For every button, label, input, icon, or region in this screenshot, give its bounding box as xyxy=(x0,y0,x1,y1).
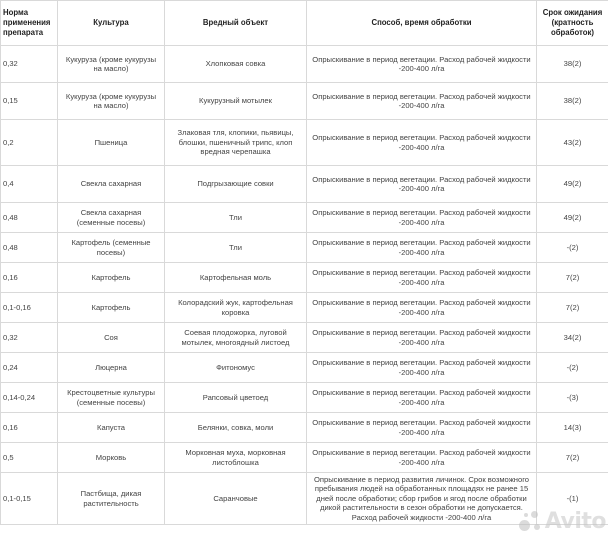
cell-waiting-period: 49(2) xyxy=(537,203,608,233)
table-row xyxy=(1,203,608,233)
cell-dose: 0,32 xyxy=(1,323,58,353)
cell-waiting-period: 7(2) xyxy=(537,443,608,473)
cell-crop: Кукуруза (кроме кукурузы на масло) xyxy=(58,83,165,120)
cell-method: Опрыскивание в период вегетации. Расход рабочей жидкости -200-400 л/га xyxy=(307,120,537,166)
cell-waiting-period: 7(2) xyxy=(537,293,608,323)
header-pest: Вредный объект xyxy=(165,1,307,46)
cell-method: Опрыскивание в период вегетации. Расход рабочей жидкости -200-400 л/га xyxy=(307,233,537,263)
header-crop: Культура xyxy=(58,1,165,46)
cell-pest: Белянки, совка, моли xyxy=(165,413,307,443)
cell-pest: Хлопковая совка xyxy=(165,46,307,83)
cell-method: Опрыскивание в период вегетации. Расход рабочей жидкости -200-400 л/га xyxy=(307,413,537,443)
cell-method: Опрыскивание в период вегетации. Расход рабочей жидкости -200-400 л/га xyxy=(307,353,537,383)
cell-dose: 0,14-0,24 xyxy=(1,383,58,413)
table-row xyxy=(1,353,608,383)
cell-pest: Подгрызающие совки xyxy=(165,166,307,203)
cell-method: Опрыскивание в период вегетации. Расход рабочей жидкости -200-400 л/га xyxy=(307,443,537,473)
cell-dose: 0,15 xyxy=(1,83,58,120)
header-dose: Норма применения препарата xyxy=(1,1,58,46)
table-row xyxy=(1,120,608,166)
cell-method: Опрыскивание в период вегетации. Расход рабочей жидкости -200-400 л/га xyxy=(307,323,537,353)
cell-dose: 0,16 xyxy=(1,413,58,443)
header-waiting-period: Срок ожидания (кратность обработок) xyxy=(537,1,608,46)
table-row xyxy=(1,233,608,263)
cell-dose: 0,48 xyxy=(1,233,58,263)
cell-waiting-period: 38(2) xyxy=(537,46,608,83)
cell-dose: 0,32 xyxy=(1,46,58,83)
table-row xyxy=(1,413,608,443)
cell-dose: 0,16 xyxy=(1,263,58,293)
cell-pest: Злаковая тля, клопики, пьявицы, блошки, пшеничный трипс, клоп вредная черепашка xyxy=(165,120,307,166)
cell-method: Опрыскивание в период вегетации. Расход рабочей жидкости -200-400 л/га xyxy=(307,166,537,203)
table-row xyxy=(1,323,608,353)
cell-dose: 0,1-0,16 xyxy=(1,293,58,323)
cell-crop: Картофель xyxy=(58,263,165,293)
cell-method: Опрыскивание в период вегетации. Расход рабочей жидкости -200-400 л/га xyxy=(307,383,537,413)
cell-waiting-period: 43(2) xyxy=(537,120,608,166)
cell-pest: Тли xyxy=(165,203,307,233)
cell-dose: 0,2 xyxy=(1,120,58,166)
cell-waiting-period: 34(2) xyxy=(537,323,608,353)
cell-crop: Соя xyxy=(58,323,165,353)
table-row xyxy=(1,293,608,323)
table-header-row xyxy=(1,1,608,46)
table-row xyxy=(1,46,608,83)
table-row xyxy=(1,83,608,120)
cell-crop: Крестоцветные культуры (семенные посевы) xyxy=(58,383,165,413)
cell-waiting-period: 14(3) xyxy=(537,413,608,443)
cell-waiting-period: -(2) xyxy=(537,233,608,263)
cell-crop: Морковь xyxy=(58,443,165,473)
cell-method: Опрыскивание в период вегетации. Расход рабочей жидкости -200-400 л/га xyxy=(307,293,537,323)
table-body xyxy=(1,46,608,525)
cell-dose: 0,48 xyxy=(1,203,58,233)
cell-pest: Саранчовые xyxy=(165,473,307,525)
cell-pest: Морковная муха, морковная листоблошка xyxy=(165,443,307,473)
cell-method: Опрыскивание в период вегетации. Расход рабочей жидкости -200-400 л/га xyxy=(307,83,537,120)
cell-pest: Фитономус xyxy=(165,353,307,383)
table-row xyxy=(1,443,608,473)
cell-pest: Колорадский жук, картофельная коровка xyxy=(165,293,307,323)
cell-dose: 0,5 xyxy=(1,443,58,473)
cell-pest: Кукурузный мотылек xyxy=(165,83,307,120)
cell-crop: Пшеница xyxy=(58,120,165,166)
cell-crop: Картофель (семенные посевы) xyxy=(58,233,165,263)
table-row xyxy=(1,166,608,203)
cell-crop: Свекла сахарная (семенные посевы) xyxy=(58,203,165,233)
cell-crop: Картофель xyxy=(58,293,165,323)
cell-dose: 0,1-0,15 xyxy=(1,473,58,525)
cell-waiting-period: -(1) xyxy=(537,473,608,525)
cell-crop: Пастбища, дикая растительность xyxy=(58,473,165,525)
cell-crop: Капуста xyxy=(58,413,165,443)
table-row xyxy=(1,263,608,293)
cell-waiting-period: 7(2) xyxy=(537,263,608,293)
cell-waiting-period: 49(2) xyxy=(537,166,608,203)
cell-crop: Кукуруза (кроме кукурузы на масло) xyxy=(58,46,165,83)
table-row xyxy=(1,473,608,525)
cell-crop: Свекла сахарная xyxy=(58,166,165,203)
table-row xyxy=(1,383,608,413)
cell-pest: Картофельная моль xyxy=(165,263,307,293)
cell-waiting-period: 38(2) xyxy=(537,83,608,120)
cell-method: Опрыскивание в период вегетации. Расход рабочей жидкости -200-400 л/га xyxy=(307,203,537,233)
cell-method: Опрыскивание в период вегетации. Расход рабочей жидкости -200-400 л/га xyxy=(307,263,537,293)
cell-crop: Люцерна xyxy=(58,353,165,383)
cell-pest: Тли xyxy=(165,233,307,263)
cell-method: Опрыскивание в период развития личинок. Срок возможного пребывания людей на обработанных площадях не ранее 15 дней после обработки; сбор грибов и ягод после обработки дикой растительности в сезон обработки не допускается. Расход рабочей жидкости -200-400 л/га xyxy=(307,473,537,525)
cell-dose: 0,4 xyxy=(1,166,58,203)
cell-method: Опрыскивание в период вегетации. Расход рабочей жидкости -200-400 л/га xyxy=(307,46,537,83)
header-method: Способ, время обработки xyxy=(307,1,537,46)
cell-dose: 0,24 xyxy=(1,353,58,383)
cell-pest: Рапсовый цветоед xyxy=(165,383,307,413)
cell-waiting-period: -(2) xyxy=(537,353,608,383)
watermark-text: Avito xyxy=(544,509,606,534)
cell-pest: Соевая плодожорка, луговой мотылек, многоядный листоед xyxy=(165,323,307,353)
cell-waiting-period: -(3) xyxy=(537,383,608,413)
